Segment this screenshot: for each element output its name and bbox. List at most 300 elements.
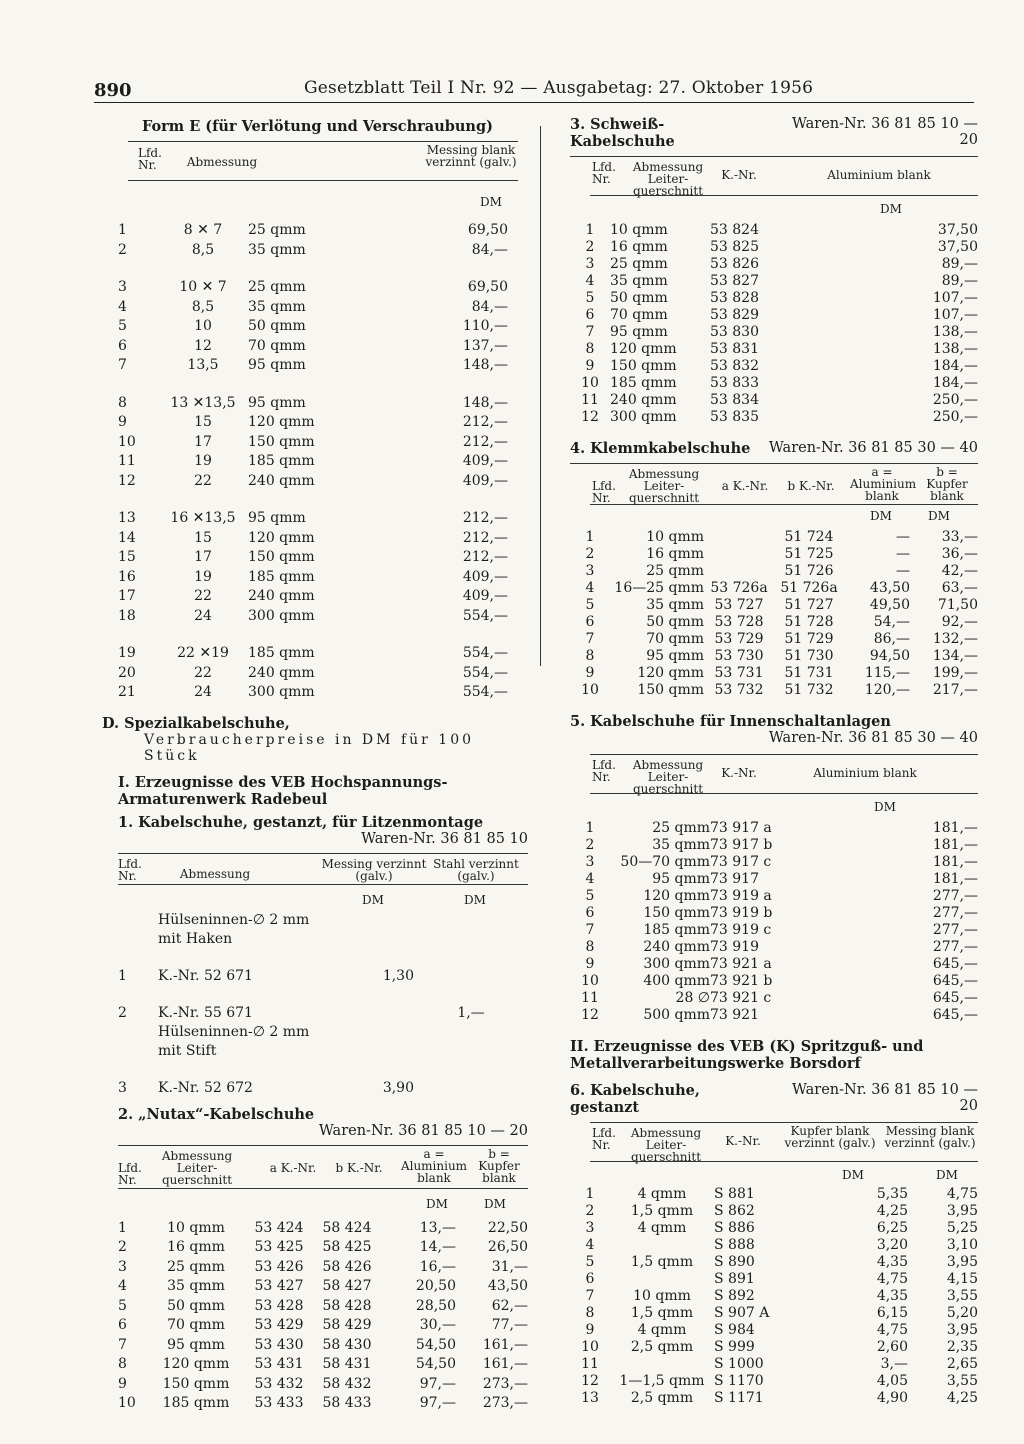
table-cell: 50 qmm [248, 318, 306, 335]
table-cell: 250,— [932, 392, 978, 408]
table-cell: 138,— [932, 341, 978, 357]
col-price: Aluminium blank [813, 766, 917, 780]
table-cell: 35 qmm [652, 837, 710, 853]
table-row [570, 973, 978, 990]
table-row [118, 1079, 528, 1098]
table-cell: 2 [585, 837, 595, 853]
table-cell: 184,— [932, 375, 978, 391]
table-cell: 53 726a [710, 580, 768, 596]
table-row [118, 413, 508, 433]
table-cell: 73 919 a [710, 888, 772, 904]
table-cell: 10 qmm [167, 1219, 225, 1236]
table-cell: 8,5 [191, 298, 215, 315]
table-cell: 2,5 qmm [630, 1390, 694, 1406]
unit-label: DM [480, 195, 502, 209]
table-cell: 42,— [941, 563, 978, 579]
table-cell: 199,— [932, 665, 978, 681]
table-cell: 185 qmm [248, 568, 315, 585]
table-cell: 53 431 [254, 1356, 304, 1373]
table-cell: 3,55 [946, 1288, 978, 1304]
table-cell: 37,50 [937, 222, 978, 238]
table-cell: 35 qmm [610, 273, 668, 289]
s5-title: 5. Kabelschuhe für Innenschaltanlagen [570, 713, 891, 730]
row-gap [118, 626, 508, 644]
table-row [118, 1394, 528, 1414]
table-cell: 53 832 [710, 358, 759, 374]
table-cell: 134,— [932, 648, 978, 664]
table-cell: 409,— [462, 588, 508, 605]
unit-label: DM [842, 1168, 864, 1182]
table-cell: 53 427 [254, 1278, 304, 1295]
s6-title-row [570, 1082, 978, 1116]
table-cell: 94,50 [869, 648, 910, 664]
table-cell: 97,— [419, 1395, 456, 1412]
row-gap [118, 376, 508, 394]
table-row [570, 871, 978, 888]
divider [118, 884, 528, 885]
unit-label: DM [936, 1168, 958, 1182]
unit-label: DM [362, 892, 384, 907]
table-cell: 120 qmm [643, 888, 710, 904]
table-cell: 1,30 [382, 967, 414, 984]
s5-header [570, 755, 978, 796]
col-stahl: Stahl verzinnt (galv.) [433, 856, 519, 883]
table-row [570, 1356, 978, 1373]
table-row [570, 239, 978, 256]
table-row [570, 888, 978, 905]
table-cell: 217,— [932, 682, 978, 698]
table-cell: 70 qmm [610, 307, 668, 323]
table-cell: 5 [585, 290, 595, 306]
table-cell: 300 qmm [248, 607, 315, 624]
table-cell: 150 qmm [643, 905, 710, 921]
table-row [118, 1316, 528, 1336]
s2-waren: Waren-Nr. 36 81 85 10 — 20 [318, 1122, 528, 1139]
table-cell: 51 728 [784, 614, 834, 630]
table-cell: 3 [118, 1079, 127, 1096]
table-cell: S 890 [714, 1254, 755, 1270]
form-e-title: Form E (für Verlötung und Verschraubung) [142, 118, 493, 135]
table-row [570, 341, 978, 358]
table-cell: 24 [194, 607, 212, 624]
table-cell: 1,5 qmm [630, 1305, 694, 1321]
column-divider [540, 126, 541, 666]
table-row [570, 392, 978, 409]
col-a: a K.-Nr. [721, 479, 769, 493]
table-cell: 10 qmm [610, 222, 668, 238]
table-cell: 53 834 [710, 392, 759, 408]
col-price: Messing blank verzinnt (galv.) [425, 143, 517, 169]
form-e-header [118, 142, 530, 180]
table-row [570, 409, 978, 426]
table-cell: 25 qmm [652, 820, 710, 836]
col-messing: Messing verzinnt (galv.) [321, 856, 427, 883]
table-cell: 3 [118, 1258, 127, 1275]
table-cell: S 886 [714, 1220, 755, 1236]
row-gap [118, 260, 508, 278]
table-row [118, 683, 508, 703]
table-row [570, 256, 978, 273]
table-cell: 3,95 [946, 1322, 978, 1338]
table-cell: 277,— [932, 922, 978, 938]
table-cell: 212,— [462, 510, 508, 527]
table-cell: 554,— [462, 645, 508, 662]
table-cell: 120 qmm [610, 341, 677, 357]
table-cell: 5 [585, 1254, 595, 1270]
table-cell: 51 726a [780, 580, 838, 596]
table-cell: 137,— [462, 337, 508, 354]
table-cell: 181,— [932, 820, 978, 836]
table-row [570, 1390, 978, 1407]
table-cell: 277,— [932, 939, 978, 955]
table-cell: 16 ✕13,5 [170, 510, 236, 527]
table-cell: 10 [194, 318, 212, 335]
table-cell: 3 [585, 256, 595, 272]
table-row [570, 1237, 978, 1254]
table-cell: 4,05 [876, 1373, 908, 1389]
table-row [118, 1336, 528, 1356]
gap-cell [118, 491, 508, 509]
table-cell: 6 [118, 337, 127, 354]
gap-cell [118, 949, 528, 967]
table-row [118, 911, 528, 930]
table-cell [118, 930, 158, 949]
table-cell: 185 qmm [248, 453, 315, 470]
table-cell: 58 431 [322, 1356, 372, 1373]
col-price-a: a = Aluminium blank [850, 465, 917, 503]
col-b: b K.-Nr. [335, 1160, 383, 1175]
table-cell: 95 qmm [610, 324, 668, 340]
table-row [570, 597, 978, 614]
table-cell: 53 425 [254, 1239, 304, 1256]
unit-label: DM [426, 1196, 448, 1211]
table-cell: 13,— [419, 1219, 456, 1236]
table-cell [414, 967, 528, 986]
table-cell: 8 [585, 648, 595, 664]
table-cell: 2 [585, 546, 595, 562]
table-cell: 86,— [873, 631, 910, 647]
table-row [570, 1305, 978, 1322]
table-cell: 409,— [462, 453, 508, 470]
table-row [570, 665, 978, 682]
table-cell: 3,95 [946, 1203, 978, 1219]
table-cell: 73 921 b [710, 973, 773, 989]
row-gap [118, 1061, 528, 1079]
table-cell: 50 qmm [646, 614, 704, 630]
table-row [570, 956, 978, 973]
table-cell: 10 qmm [646, 529, 704, 545]
table-cell: 150 qmm [248, 433, 315, 450]
col-price-b: Messing blank verzinnt (galv.) [884, 1124, 976, 1150]
table-cell [118, 1042, 158, 1061]
table-cell: 554,— [462, 684, 508, 701]
page-header [94, 74, 974, 103]
table-cell: 53 730 [714, 648, 764, 664]
col-abmessung: Abmessung Leiter-querschnitt [630, 1126, 702, 1164]
s1-table [118, 911, 528, 1098]
table-cell: 11 [118, 453, 136, 470]
table-cell: 92,— [941, 614, 978, 630]
table-cell: 95 qmm [646, 648, 704, 664]
table-cell: 161,— [482, 1356, 528, 1373]
col-abmessung: Abmessung [179, 866, 251, 881]
table-cell: 2 [118, 1004, 127, 1021]
table-cell: 212,— [462, 549, 508, 566]
s2-table [118, 1219, 528, 1414]
table-cell: 6 [585, 614, 595, 630]
table-cell: 63,— [941, 580, 978, 596]
table-cell: 8 ✕ 7 [183, 222, 223, 239]
table-cell: 12 [581, 1373, 599, 1389]
table-cell: 37,50 [937, 239, 978, 255]
col-abmessung: Abmessung Leiter-querschnitt [161, 1148, 233, 1187]
table-cell: 161,— [482, 1336, 528, 1353]
table-cell: 73 917 b [710, 837, 773, 853]
table-cell: 51 725 [784, 546, 834, 562]
table-cell: 6 [585, 1271, 595, 1287]
table-cell: 1 [118, 967, 127, 984]
table-cell [704, 529, 774, 546]
col-nr: Lfd. Nr. [592, 479, 616, 505]
table-row [570, 375, 978, 392]
table-cell: 16,— [419, 1258, 456, 1275]
table-cell: 300 qmm [610, 409, 677, 425]
table-row [570, 837, 978, 854]
table-cell: 53 426 [254, 1258, 304, 1275]
table-cell [414, 1079, 528, 1098]
s4-title: 4. Klemmkabelschuhe [570, 440, 751, 457]
table-cell: 645,— [932, 990, 978, 1006]
table-cell: 53 824 [710, 222, 759, 238]
table-cell: 19 [194, 453, 212, 470]
s3-title: 3. Schweiß-Kabelschuhe [570, 116, 675, 150]
table-cell: 138,— [932, 324, 978, 340]
table-cell: 84,— [471, 298, 508, 315]
table-cell: 8 [118, 1356, 127, 1373]
right-column [570, 116, 978, 1407]
table-cell: 3 [585, 1220, 595, 1236]
s6-header [570, 1123, 978, 1164]
table-row [118, 1277, 528, 1297]
table-cell: 7 [585, 631, 595, 647]
table-cell: 84,— [471, 241, 508, 258]
s3-waren: Waren-Nr. 36 81 85 10 — 20 [791, 116, 978, 148]
row-gap [118, 491, 508, 509]
table-cell: 6 [585, 905, 595, 921]
table-cell: 89,— [941, 273, 978, 289]
col-price-b: b = Kupfer blank [926, 465, 968, 503]
table-cell: S 984 [714, 1322, 755, 1338]
table-cell: 70 qmm [248, 337, 306, 354]
table-cell: 95 qmm [248, 357, 306, 374]
table-row [570, 854, 978, 871]
table-cell: 73 919 c [710, 922, 772, 938]
section-d-subtitle: Verbraucherpreise in DM für 100 Stück [144, 731, 475, 764]
s2-title: 2. „Nutax“-Kabelschuhe [118, 1105, 315, 1123]
table-cell: 4,75 [876, 1322, 908, 1338]
table-cell: 2,65 [946, 1356, 978, 1372]
table-cell: 4 [118, 298, 127, 315]
table-cell: 4,35 [876, 1288, 908, 1304]
table-row [570, 1186, 978, 1203]
table-cell: 2,60 [876, 1339, 908, 1355]
table-cell: 13,5 [187, 357, 219, 374]
table-cell: 2 [118, 241, 127, 258]
table-row [570, 1322, 978, 1339]
table-cell: 3 [585, 563, 595, 579]
table-cell: S 881 [714, 1186, 755, 1202]
table-cell: 53 826 [710, 256, 759, 272]
table-cell: 120 qmm [248, 414, 315, 431]
table-cell: 10 qmm [633, 1288, 691, 1304]
table-cell: 9 [585, 665, 595, 681]
table-cell: 2,35 [946, 1339, 978, 1355]
table-cell: 120 qmm [162, 1356, 230, 1373]
table-row [118, 433, 508, 453]
table-cell: 54,50 [415, 1356, 456, 1373]
table-cell: 73 919 [710, 939, 759, 955]
table-cell: 184,— [932, 358, 978, 374]
table-cell: 250,— [932, 409, 978, 425]
s4-title-row [570, 440, 978, 457]
table-cell: 73 917 a [710, 820, 772, 836]
table-row [118, 1219, 528, 1239]
table-cell: 212,— [462, 433, 508, 450]
table-cell: 51 724 [784, 529, 834, 545]
table-cell: K.-Nr. 52 672 [158, 1079, 253, 1096]
table-cell: 1 [585, 820, 595, 836]
table-cell: 6 [585, 307, 595, 323]
table-cell: 21 [118, 684, 136, 701]
table-cell [338, 911, 414, 930]
table-row [570, 1271, 978, 1288]
table-row [570, 290, 978, 307]
table-cell: 51 730 [784, 648, 834, 664]
col-abmessung: Abmessung Leiter-querschnitt [632, 160, 704, 198]
table-cell: 277,— [932, 888, 978, 904]
divider [128, 180, 518, 181]
table-cell: 4 [585, 580, 595, 596]
table-row [570, 307, 978, 324]
table-cell: 4 qmm [637, 1220, 687, 1236]
unit-row [570, 800, 978, 818]
col-abmessung: Abmessung [186, 155, 258, 169]
table-cell: 62,— [491, 1297, 528, 1314]
table-row [118, 452, 508, 472]
table-cell: 25 qmm [248, 279, 306, 296]
table-cell: 120,— [864, 682, 910, 698]
table-cell: 3,— [880, 1356, 908, 1372]
table-cell: 3,90 [382, 1079, 414, 1096]
table-row [570, 580, 978, 597]
table-cell [610, 1237, 714, 1254]
table-cell: 58 424 [322, 1219, 372, 1236]
table-cell: 5,20 [946, 1305, 978, 1321]
table-row [118, 1042, 528, 1061]
table-cell: 11 [581, 990, 599, 1006]
table-cell: 8,5 [191, 241, 215, 258]
table-row [118, 529, 508, 549]
table-cell: 645,— [932, 973, 978, 989]
table-row [570, 939, 978, 956]
table-cell: 150 qmm [637, 682, 704, 698]
table-cell: 58 425 [322, 1239, 372, 1256]
unit-row [118, 893, 530, 911]
table-cell: 51 731 [784, 665, 834, 681]
table-cell: 53 825 [710, 239, 759, 255]
table-cell: 7 [585, 1288, 595, 1304]
table-cell: 89,— [941, 256, 978, 272]
s1-waren: Waren-Nr. 36 81 85 10 [361, 830, 528, 847]
table-cell: 240 qmm [248, 588, 315, 605]
table-cell: 53 728 [714, 614, 764, 630]
table-cell: 212,— [462, 414, 508, 431]
table-cell: 4,15 [946, 1271, 978, 1287]
table-row [118, 221, 508, 241]
part-i-title: I. Erzeugnisse des VEB Hochspannungs-Armaturenwerk Radebeul [118, 773, 448, 808]
divider [118, 1188, 528, 1189]
col-a: a K.-Nr. [269, 1160, 317, 1175]
table-cell: 22 [194, 588, 212, 605]
table-cell: 58 427 [322, 1278, 372, 1295]
table-cell: 3,10 [946, 1237, 978, 1253]
row-gap [118, 986, 528, 1004]
table-cell: 53 433 [254, 1395, 304, 1412]
table-cell: 212,— [462, 529, 508, 546]
col-knr: K.-Nr. [721, 766, 757, 780]
table-cell: 2 [585, 1203, 595, 1219]
table-cell: 53 429 [254, 1317, 304, 1334]
table-cell: 35 qmm [167, 1278, 225, 1295]
table-cell: 15 [118, 549, 136, 566]
table-cell: 120 qmm [637, 665, 704, 681]
table-cell: 51 726 [784, 563, 834, 579]
table-cell: 4 qmm [637, 1322, 687, 1338]
table-cell: 240 qmm [643, 939, 710, 955]
table-cell: 51 729 [784, 631, 834, 647]
table-cell: 10 [581, 375, 599, 391]
table-cell: 73 917 [710, 871, 759, 887]
table-row [118, 930, 528, 949]
table-cell: S 907 A [714, 1305, 770, 1321]
table-cell: 3 [585, 854, 595, 870]
table-row [118, 607, 508, 627]
table-cell: 185 qmm [610, 375, 677, 391]
table-cell: 148,— [462, 394, 508, 411]
unit-row [118, 1197, 530, 1215]
unit-label: DM [870, 509, 892, 523]
unit-row [570, 202, 978, 220]
table-cell: 10 [581, 682, 599, 698]
table-row [118, 337, 508, 357]
table-cell: — [896, 529, 910, 545]
table-cell: 17 [194, 433, 212, 450]
table-cell: 15 [194, 414, 212, 431]
s5-table [570, 820, 978, 1024]
table-cell: 148,— [462, 357, 508, 374]
table-row [570, 1203, 978, 1220]
table-cell: — [896, 546, 910, 562]
table-cell: 14 [118, 529, 136, 546]
table-cell: 12 [194, 337, 212, 354]
table-row [570, 1007, 978, 1024]
table-cell: 554,— [462, 664, 508, 681]
table-cell: 12 [581, 409, 599, 425]
table-row [570, 1254, 978, 1271]
table-cell: 240 qmm [248, 664, 315, 681]
table-cell: 22,50 [487, 1219, 528, 1236]
page-title: Gesetzblatt Teil I Nr. 92 — Ausgabetag: 27. Oktober 1956 [304, 78, 814, 98]
